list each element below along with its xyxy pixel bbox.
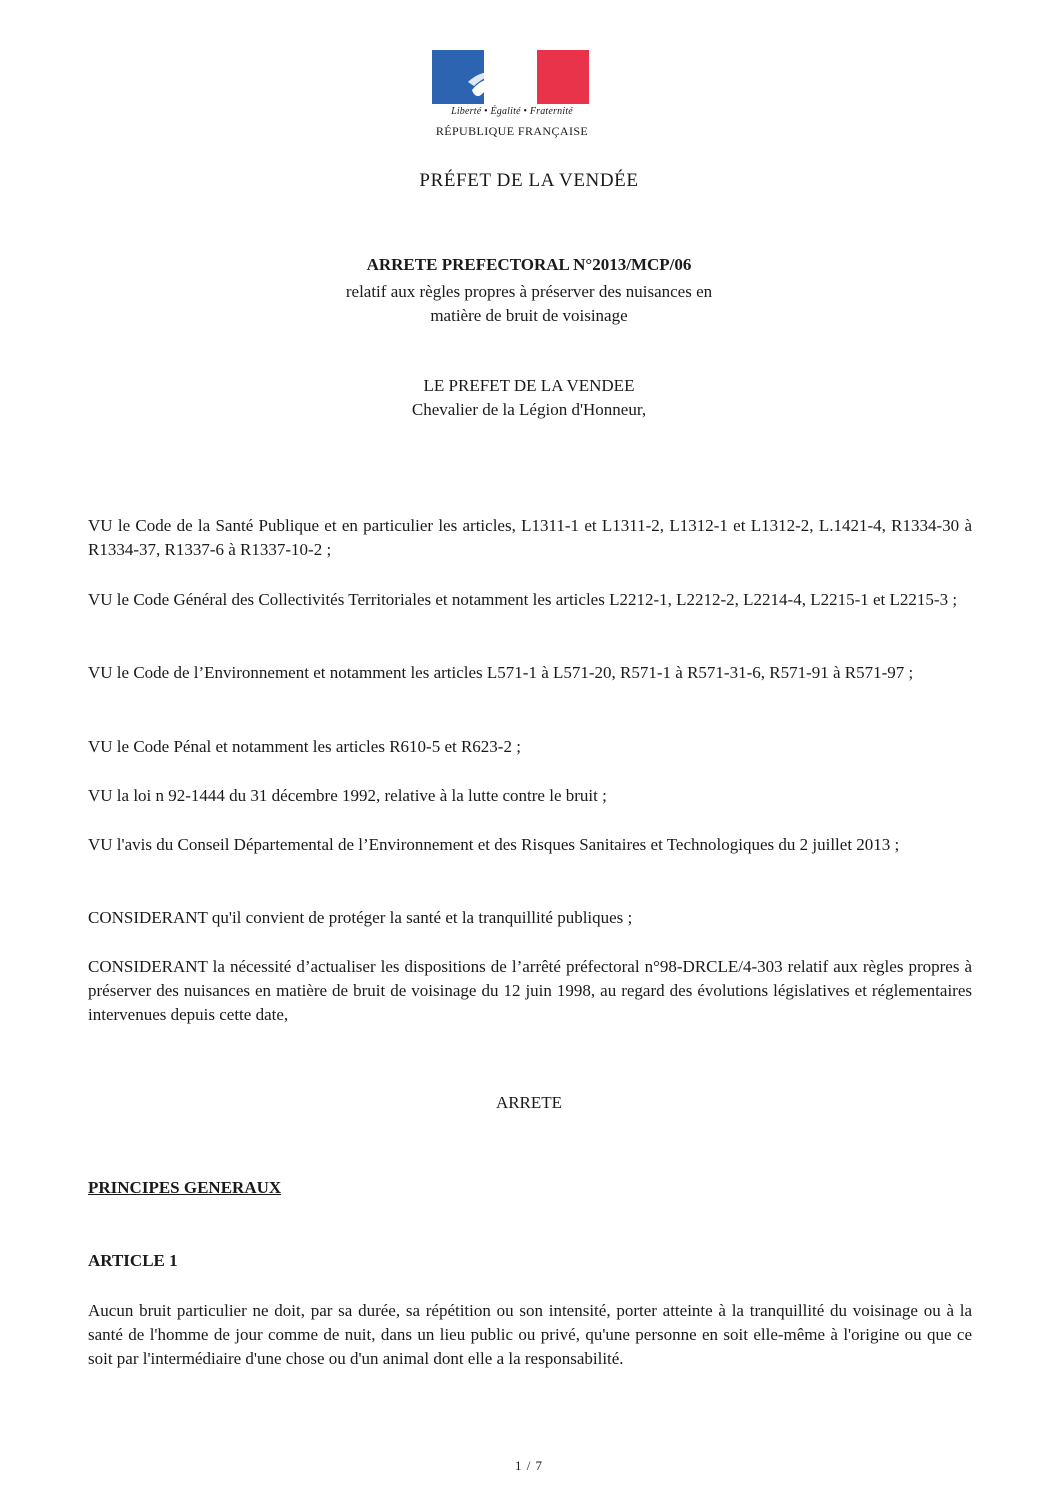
decision-word: ARRETE xyxy=(495,1093,563,1112)
article-heading: ARTICLE 1 xyxy=(88,1251,178,1270)
section-heading: PRINCIPES GENERAUX xyxy=(88,1178,282,1197)
consideration-paragraph: VU l'avis du Conseil Départemental de l’Environnement et des Risques Sanitaires et Technologiques du 2 juillet 2013 ; xyxy=(88,835,900,854)
decree-number: ARRETE PREFECTORAL N°2013/MCP/06 xyxy=(366,255,692,274)
page-number: 1 / 7 xyxy=(514,1458,544,1473)
consideration-paragraph: CONSIDERANT qu'il convient de protéger la santé et la tranquillité publiques ; xyxy=(88,908,633,927)
consideration-paragraph: VU le Code de l’Environnement et notamment les articles L571-1 à L571-20, R571-1 à R571-31-6, R571-91 à R571-97 ; xyxy=(88,663,914,682)
authority-title: LE PREFET DE LA VENDEE xyxy=(423,376,635,395)
authority-honour: Chevalier de la Légion d'Honneur, xyxy=(411,400,647,419)
consideration-paragraph: VU le Code de la Santé Publique et en particulier les articles, L1311-1 et L1311-2, L1312-1 et L1312-2, L.1421-4, R1334-30 à R1334-37, R1337-6 à R1337-10-2 ; xyxy=(88,516,972,559)
subtitle-line: relatif aux règles propres à préserver des nuisances en xyxy=(345,282,713,301)
consideration-paragraph: VU la loi n 92-1444 du 31 décembre 1992, relative à la lutte contre le bruit ; xyxy=(88,786,607,805)
consideration-paragraph: VU le Code Général des Collectivités Territoriales et notamment les articles L2212-1, L2212-2, L2214-4, L2215-1 et L2215-3 ; xyxy=(88,590,958,609)
prefecture-heading: PRÉFET DE LA VENDÉE xyxy=(419,170,639,191)
consideration-paragraph: CONSIDERANT la nécessité d’actualiser les dispositions de l’arrêté préfectoral n°98-DRCLE/4-303 relatif aux règles propres à préserver des nuisances en matière de bruit de voisinage du 12 juin 1998, au regard des évolutions législatives et réglementaires intervenues depuis cette date, xyxy=(88,957,972,1024)
article-text: Aucun bruit particulier ne doit, par sa durée, sa répétition ou son intensité, porter atteinte à la tranquillité du voisinage ou à la santé de l'homme de jour comme de nuit, dans un lieu public ou privé, qu'une personne en soit elle-même à l'origine ou que ce soit par l'intermédiaire d'une chose ou d'un animal dont elle a la responsabilité. xyxy=(88,1301,972,1368)
republic-motto: Liberté • Égalité • Fraternité xyxy=(451,106,573,117)
consideration-paragraph: VU le Code Pénal et notamment les articles R610-5 et R623-2 ; xyxy=(88,737,521,756)
subtitle-line: matière de bruit de voisinage xyxy=(430,306,628,325)
republic-name: RÉPUBLIQUE FRANÇAISE xyxy=(435,124,589,138)
marianne-logo xyxy=(432,50,592,104)
authority-block xyxy=(0,374,1058,422)
decree-subtitle xyxy=(0,280,1058,328)
tricolor-flag-icon xyxy=(432,50,589,104)
